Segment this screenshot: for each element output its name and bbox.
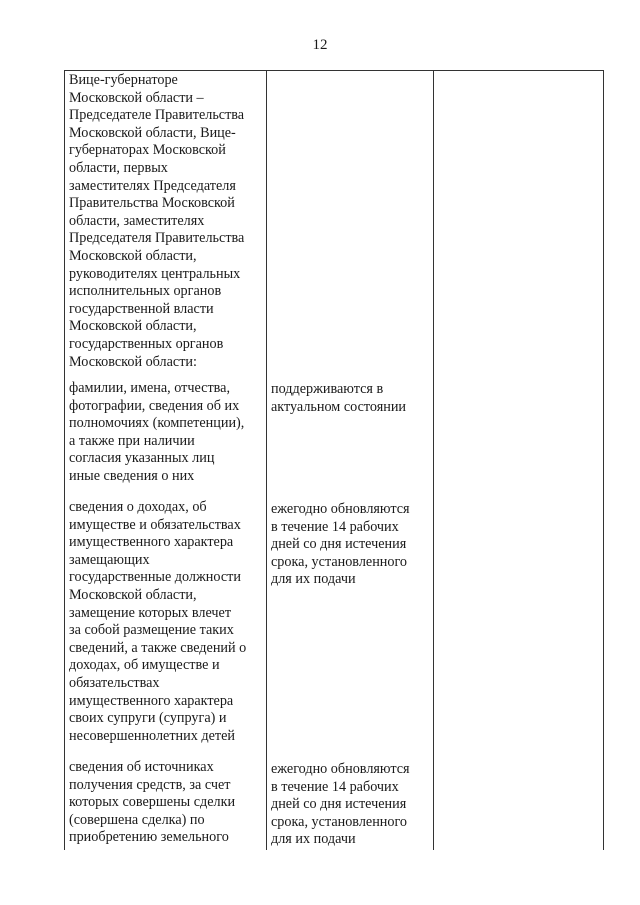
row2-period-cell: ежегодно обновляются в течение 14 рабочих дней со дня истечения срока, установленного для их подачи — [271, 501, 410, 588]
row3-period-cell: ежегодно обновляются в течение 14 рабочих дней со дня истечения срока, установленного для их подачи — [271, 761, 410, 848]
column-divider-1 — [266, 71, 267, 850]
row2-info-cell: сведения о доходах, об имуществе и обязательствах имущественного характера замещающих государственные должности Московской области, замещение которых влечет за собой размещение таких сведений, а также сведений о доходах, об имуществе и обязательствах имущественного характера своих супруги (супруга) и несовершеннолетних детей — [69, 499, 247, 744]
row1-info-cell: фамилии, имена, отчества, фотографии, сведения об их полномочиях (компетенции), а также при наличии согласия указанных лиц иные сведения о них — [69, 380, 245, 484]
page-number: 12 — [312, 37, 328, 53]
header-text-cell: Вице-губернаторе Московской области – Председателе Правительства Московской области, Вице- губернаторах Московской области, первых заместителях Председателя Правительства Московской области, заместителях Председателя Правительства Московской области, руководителях центральных исполнительных органов государственной власти Московской области, государственных органов Московской области: — [69, 72, 245, 370]
document-table — [64, 70, 604, 850]
row3-info-cell: сведения об источниках получения средств, за счет которых совершены сделки (совершена сделка) по приобретению земельного — [69, 759, 236, 846]
column-divider-2 — [433, 71, 434, 850]
row1-period-cell: поддерживаются в актуальном состоянии — [271, 381, 407, 415]
